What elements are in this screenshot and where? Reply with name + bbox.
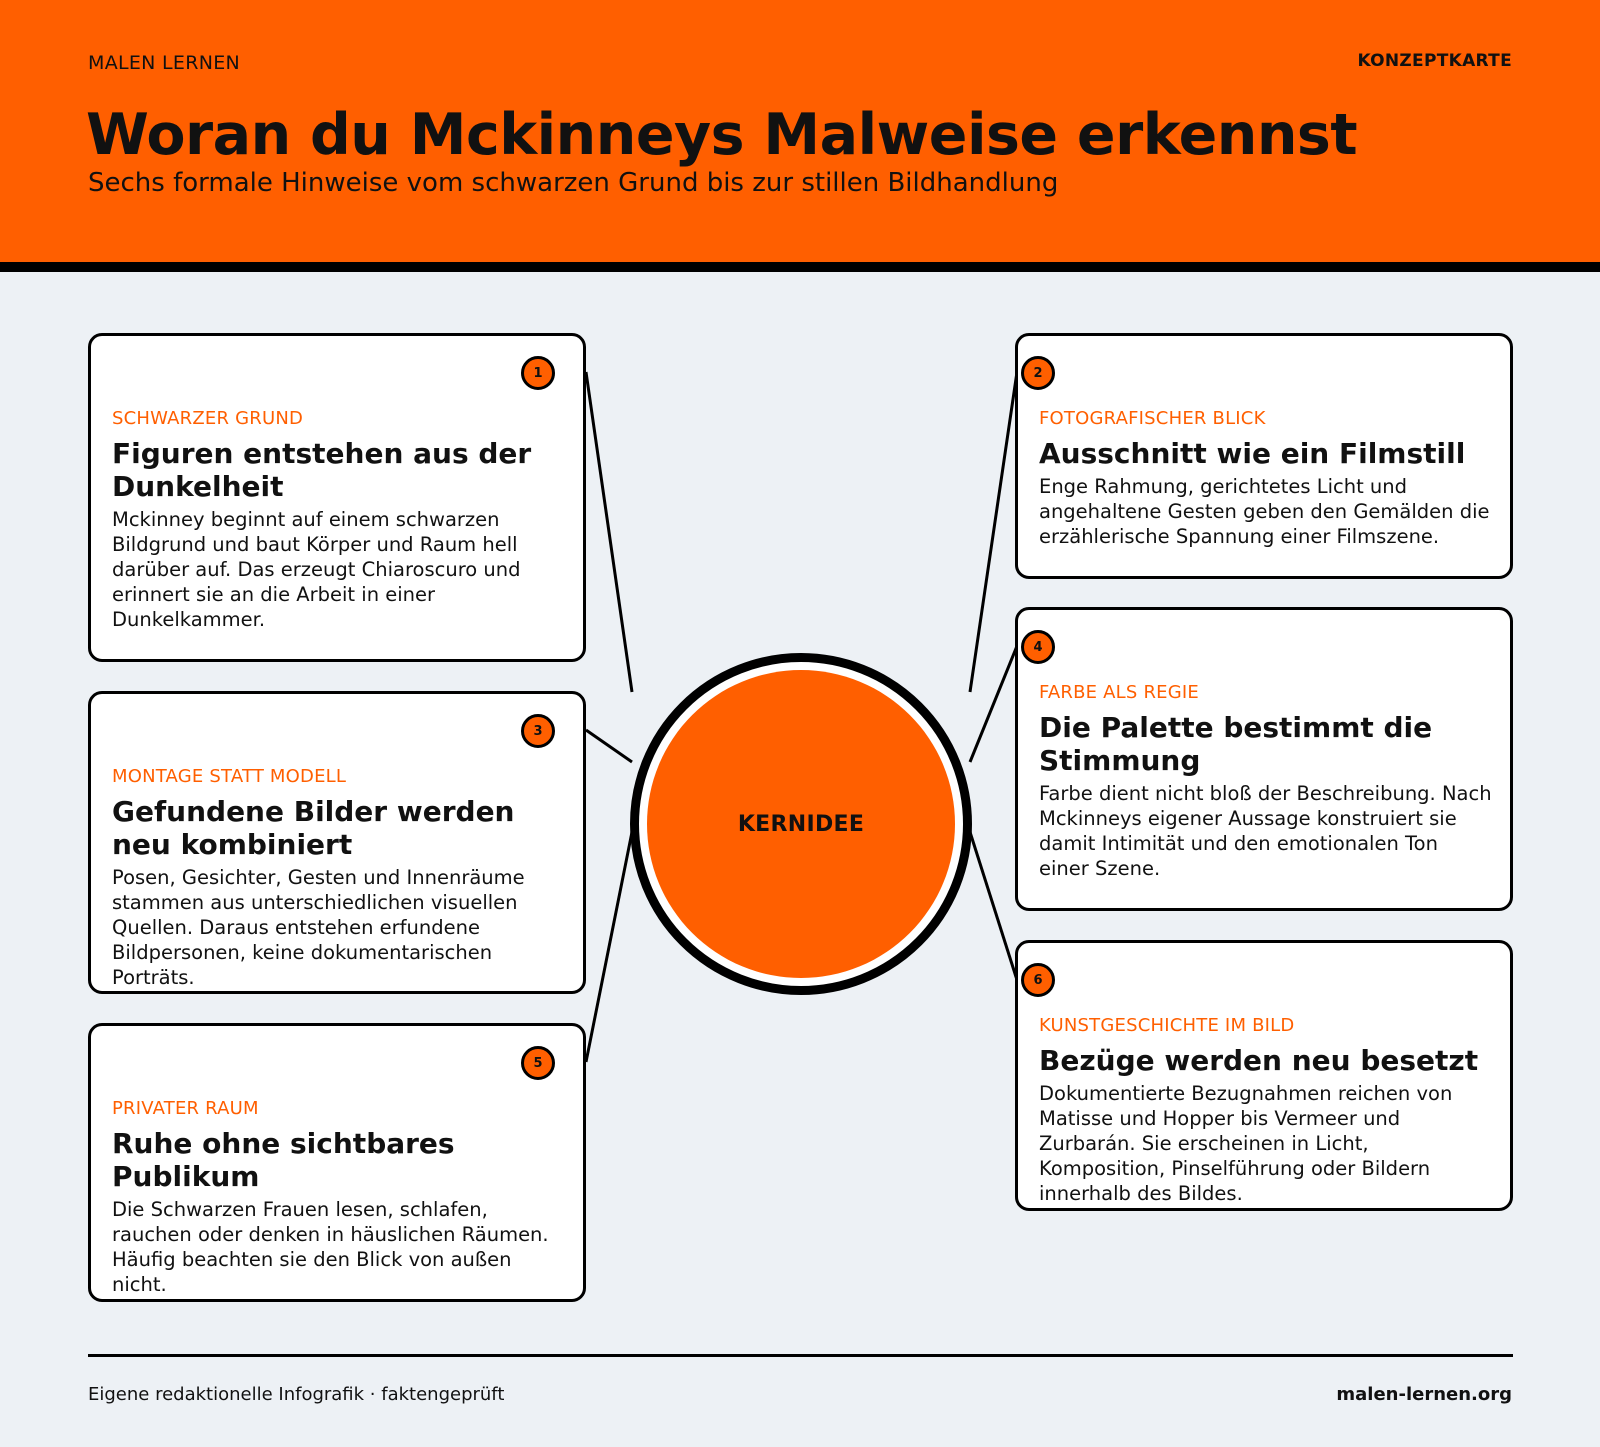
card-heading: Gefundene Bilder werden neu kombiniert [112, 795, 515, 861]
footer-divider [88, 1354, 1513, 1357]
concept-card-1 [88, 333, 586, 662]
card-kicker: SCHWARZER GRUND [112, 408, 304, 429]
core-idea-fill [647, 670, 955, 978]
concept-card-3 [88, 691, 586, 994]
card-heading: Bezüge werden neu besetzt [1039, 1044, 1479, 1077]
header-banner [0, 0, 1600, 272]
card-heading: Ausschnitt wie ein Filmstill [1039, 437, 1466, 470]
concept-card-6 [1015, 940, 1513, 1211]
concept-card-5 [88, 1023, 586, 1302]
card-number-badge: 1 [521, 356, 555, 390]
concept-card-2 [1015, 333, 1513, 579]
card-text: Farbe dient nicht bloß der Beschreibung. Nach Mckinneys eigener Aussage konstruiert sie damit Intimität und den emotionalen Ton einer Szene. [1039, 782, 1492, 880]
connector-6 [970, 832, 1017, 980]
card-text: Die Schwarzen Frauen lesen, schlafen, rauchen oder denken in häuslichen Räumen. Häufig beachten sie den Blick von außen nicht. [112, 1198, 549, 1296]
card-number-badge: 4 [1021, 630, 1055, 664]
card-kicker: PRIVATER RAUM [112, 1098, 259, 1119]
card-text: Enge Rahmung, gerichtetes Licht und angehaltene Gesten geben den Gemälden die erzählerische Spannung einer Filmszene. [1039, 475, 1490, 548]
card-kicker: FARBE ALS REGIE [1039, 682, 1199, 703]
card-heading: Figuren entstehen aus der Dunkelheit [112, 437, 532, 503]
card-number-badge: 2 [1021, 356, 1055, 390]
card-kicker: MONTAGE STATT MODELL [112, 766, 347, 787]
card-number-badge: 6 [1021, 963, 1055, 997]
card-heading: Ruhe ohne sichtbares Publikum [112, 1127, 455, 1193]
brand-name: MALEN LERNEN [88, 52, 241, 74]
connector-4 [970, 646, 1017, 762]
connector-5 [586, 832, 632, 1062]
footer-note: Eigene redaktionelle Infografik · faktengeprüft [88, 1384, 505, 1405]
card-kicker: FOTOGRAFISCHER BLICK [1039, 408, 1266, 429]
card-text: Posen, Gesichter, Gesten und Innenräume stammen aus unterschiedlichen visuellen Quellen. Daraus entstehen erfundene Bildpersonen, keine dokumentarischen Porträts. [112, 866, 525, 989]
page-title: Woran du Mckinneys Malweise erkennst [86, 102, 1358, 168]
document-type-tag: KONZEPTKARTE [1357, 51, 1512, 71]
card-heading: Die Palette bestimmt die Stimmung [1039, 711, 1433, 777]
card-number-badge: 5 [521, 1046, 555, 1080]
concept-card-4 [1015, 607, 1513, 911]
page-subtitle: Sechs formale Hinweise vom schwarzen Grund bis zur stillen Bildhandlung [88, 168, 1059, 198]
card-text: Mckinney beginnt auf einem schwarzen Bildgrund und baut Körper und Raum hell darüber auf. Das erzeugt Chiaroscuro und erinnert sie an die Arbeit in einer Dunkelkammer. [112, 508, 521, 631]
core-idea-label: KERNIDEE [737, 811, 865, 837]
card-text: Dokumentierte Bezugnahmen reichen von Matisse und Hopper bis Vermeer und Zurbarán. Sie erscheinen in Licht, Komposition, Pinselführung oder Bildern innerhalb des Bildes. [1039, 1082, 1453, 1205]
connector-2 [970, 372, 1017, 692]
core-idea-node [630, 653, 972, 995]
footer-site-link[interactable]: malen-lernen.org [1336, 1384, 1512, 1405]
card-number-badge: 3 [521, 714, 555, 748]
card-kicker: KUNSTGESCHICHTE IM BILD [1039, 1015, 1295, 1036]
connector-3 [586, 730, 632, 762]
connector-1 [586, 372, 632, 692]
